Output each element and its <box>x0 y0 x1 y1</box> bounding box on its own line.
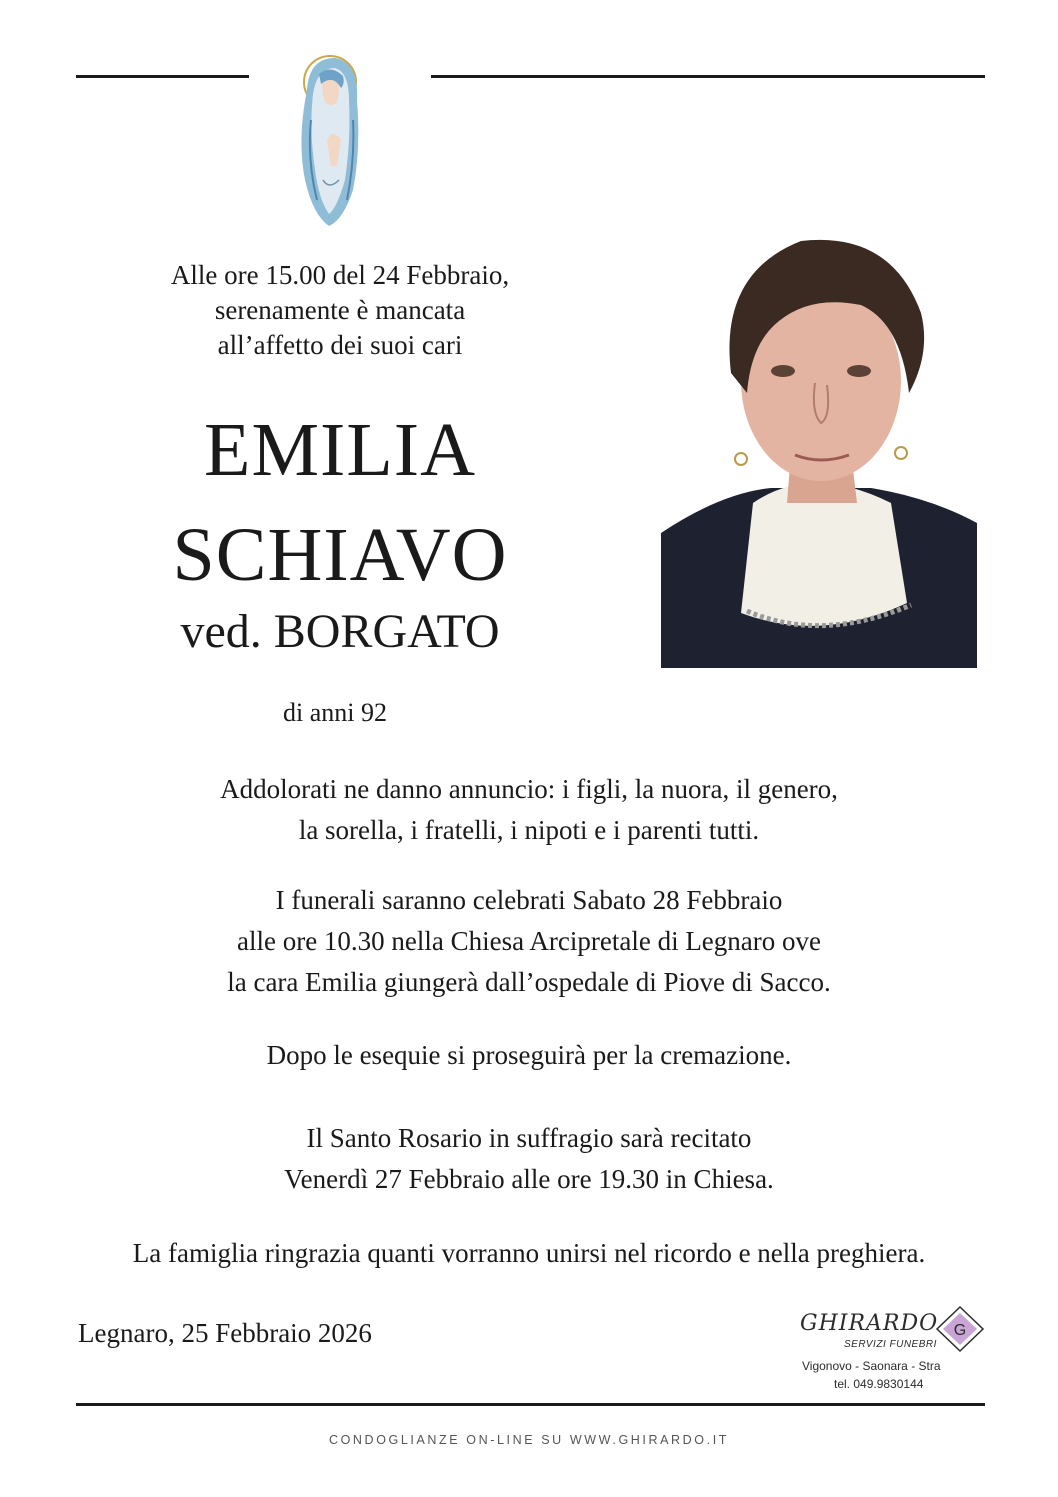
funeral-paragraph <box>40 880 1018 1003</box>
place-date: Legnaro, 25 Febbraio 2026 <box>78 1318 372 1348</box>
funeral-line-3: la cara Emilia giungerà dall’ospedale di Piove di Sacco. <box>227 967 831 997</box>
rosary-paragraph <box>40 1118 1018 1200</box>
announcement-line-1: Addolorati ne danno annuncio: i figli, la nuora, il genero, <box>220 774 838 804</box>
funeral-line-1: I funerali saranno celebrati Sabato 28 Febbraio <box>275 885 783 915</box>
agency-towns: Vigonovo - Saonara - Stra <box>802 1359 941 1373</box>
thanks-paragraph <box>40 1233 1018 1274</box>
top-rule-right <box>431 75 985 78</box>
madonna-image <box>283 40 383 228</box>
intro-line-1: Alle ore 15.00 del 24 Febbraio, <box>170 260 510 290</box>
intro-line-3: all’affetto dei suoi cari <box>217 330 463 360</box>
rosary-line-1: Il Santo Rosario in suffragio sarà recitato <box>306 1123 752 1153</box>
deceased-widow-of: ved. BORGATO <box>180 605 500 658</box>
thanks-line: La famiglia ringrazia quanti vorranno unirsi nel ricordo e nella preghiera. <box>132 1238 926 1268</box>
rosary-line-2: Venerdì 27 Febbraio alle ore 19.30 in Chiesa. <box>284 1164 774 1194</box>
agency-subtitle: SERVIZI FUNEBRI <box>844 1339 937 1350</box>
agency-logo <box>780 1305 990 1395</box>
intro-line-2: serenamente è mancata <box>214 295 466 325</box>
footer-condolences-link[interactable]: CONDOGLIANZE ON-LINE SU WWW.GHIRARDO.IT <box>328 1433 730 1447</box>
announcement-paragraph <box>40 769 1018 851</box>
bottom-rule <box>76 1403 985 1406</box>
cremation-paragraph <box>40 1035 1018 1076</box>
agency-mark-icon <box>935 1305 985 1353</box>
deceased-age: di anni 92 <box>283 698 387 727</box>
funeral-line-2: alle ore 10.30 nella Chiesa Arcipretale di Legnaro ove <box>236 926 822 956</box>
announcement-line-2: la sorella, i fratelli, i nipoti e i parenti tutti. <box>298 815 760 845</box>
deceased-first-name: EMILIA <box>204 408 476 492</box>
cremation-line: Dopo le esequie si proseguirà per la cremazione. <box>266 1040 792 1070</box>
top-rule-left <box>76 75 249 78</box>
agency-mark-letter: G <box>953 1322 967 1339</box>
deceased-portrait <box>661 203 977 668</box>
agency-phone: tel. 049.9830144 <box>834 1377 924 1391</box>
agency-name: GHIRARDO <box>800 1311 939 1336</box>
intro-text <box>110 258 570 363</box>
deceased-last-name: SCHIAVO <box>172 513 508 597</box>
